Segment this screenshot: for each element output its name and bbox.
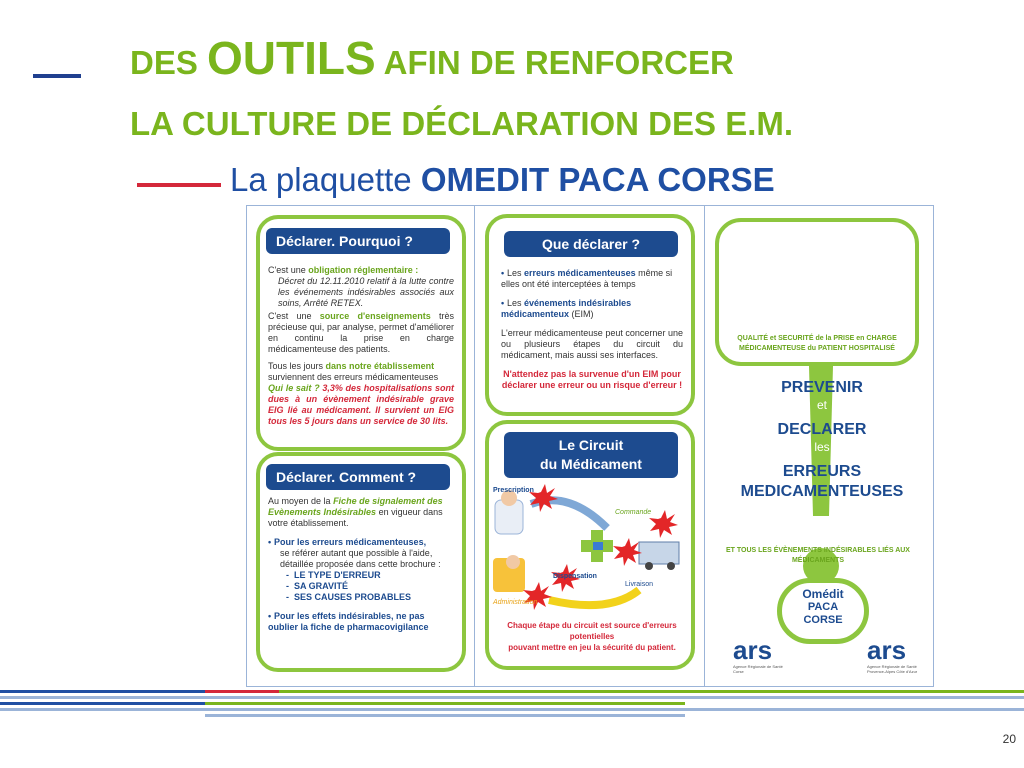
panel-circuit-header: Le Circuit du Médicament bbox=[504, 432, 678, 478]
stripe-7 bbox=[0, 708, 1024, 711]
truck-illustration bbox=[639, 542, 679, 570]
panel-pourquoi-header: Déclarer. Pourquoi ? bbox=[266, 228, 450, 254]
panel-pourquoi-text: C'est une obligation réglementaire : Décret du 12.11.2010 relatif à la lutte contre les événements indésirables associés aux soins, Arrêté RETEX. C'est une source d'enseignements très précieuse qui, par analyse, permet d'améliorer en continu la prise en charge médicamenteuse des patients. Tous les jours dans notre établissement surviennent des erreurs médicamenteuses Qui le sait ? 3,3% des hospitalisations sont dues à un évènement indésirable grave EIG lié au médicament. Il survient un EIG tous les 5 jours dans un service de 30 lits. bbox=[268, 265, 454, 426]
item-gravite: - SA GRAVITÉ bbox=[286, 581, 349, 591]
brochure bbox=[246, 205, 934, 687]
brochure-fold-2 bbox=[704, 206, 705, 686]
cover-quality-text: QUALITÉ et SECURITÉ de la PRISE en CHARGE MÉDICAMENTEUSE du PATIENT HOSPITALISÉ bbox=[737, 335, 897, 352]
cover-frame bbox=[715, 218, 919, 366]
omedit-logo: Omédit PACA CORSE bbox=[777, 578, 869, 644]
panel-circuit bbox=[485, 420, 695, 670]
cover-sub: ET TOUS LES ÉVÈNEMENTS INDÉSIRABLES LIÉS AUX MÉDICAMENTS bbox=[726, 547, 910, 564]
circuit-diagram bbox=[489, 482, 691, 624]
panel-comment bbox=[256, 452, 466, 672]
stripe-5 bbox=[0, 702, 205, 705]
nurse-illustration bbox=[493, 555, 525, 592]
stripe-4 bbox=[0, 696, 1024, 699]
panel-que-declarer-header: Que déclarer ? bbox=[504, 231, 678, 257]
label-livraison: Livraison bbox=[625, 581, 654, 588]
panel-que-declarer bbox=[485, 214, 695, 416]
slide-title-line2: LA CULTURE DE DÉCLARATION DES E.M. bbox=[130, 105, 794, 142]
panel-comment-header: Déclarer. Comment ? bbox=[266, 464, 450, 490]
brochure-fold-1 bbox=[474, 206, 475, 686]
stripe-1 bbox=[0, 690, 205, 693]
item-type: - LE TYPE D'ERREUR bbox=[286, 570, 381, 580]
label-administration: Administration bbox=[493, 599, 538, 606]
stripe-3 bbox=[279, 690, 1024, 693]
doctor-illustration bbox=[495, 490, 523, 534]
stripe-8 bbox=[205, 714, 685, 717]
label-prescription: Prescription bbox=[493, 487, 534, 494]
circuit-footer: Chaque étape du circuit est source d'erreurs potentielles pouvant mettre en jeu la sécurité du patient. bbox=[507, 621, 677, 652]
slide-subtitle: La plaquette OMEDIT PACA CORSE bbox=[230, 161, 775, 198]
pharmacy-cross-icon bbox=[581, 530, 613, 562]
arrow-livraison-administration bbox=[549, 590, 639, 605]
panel-pourquoi bbox=[256, 215, 466, 451]
cover-slogan: PREVENIR et DECLARER les ERREURS MEDICAMENTEUSES bbox=[740, 379, 904, 500]
item-causes: - SES CAUSES PROBABLES bbox=[286, 592, 412, 602]
title-dash-blue bbox=[33, 74, 81, 78]
stripe-6 bbox=[205, 702, 685, 705]
subtitle-dash-red bbox=[137, 183, 221, 187]
stripe-2 bbox=[205, 690, 279, 693]
slide-title-line1: DES OUTILS AFIN DE RENFORCER bbox=[130, 32, 734, 84]
panel-que-declarer-text: • Les erreurs médicamenteuses même si elles ont été interceptées à temps • Les événements indésirables médicamenteux (EIM) L'erreur médicamenteuse peut concerner une ou plusieurs étapes du circuit du médicament, mais aussi ses interfaces. N'attendez pas la survenue d'un EIM pour déclarer une erreur ou un risque d'erreur ! bbox=[501, 268, 683, 390]
ars-corse-logo: ars Agence Régionale de Santé Corse bbox=[733, 635, 783, 674]
page-number: 20 bbox=[1002, 732, 1016, 746]
label-commande: Commande bbox=[615, 509, 652, 516]
ars-paca-logo: ars Agence Régionale de Santé Provence-Alpes Côte d'Azur bbox=[867, 635, 918, 674]
label-dispensation: Dispensation bbox=[553, 573, 597, 580]
panel-comment-text: Au moyen de la Fiche de signalement des Evènements Indésirables en vigueur dans votre établissement. • Pour les erreurs médicamenteuses, se référer autant que possible à l'aide, détaillée proposée dans cette brochure : - LE TYPE D'ERREUR - SA GRAVITÉ - SES CAUSES PROBABLES • Pour les effets indésirables, ne pas oublier la fiche de pharmacovigilance bbox=[268, 496, 454, 633]
